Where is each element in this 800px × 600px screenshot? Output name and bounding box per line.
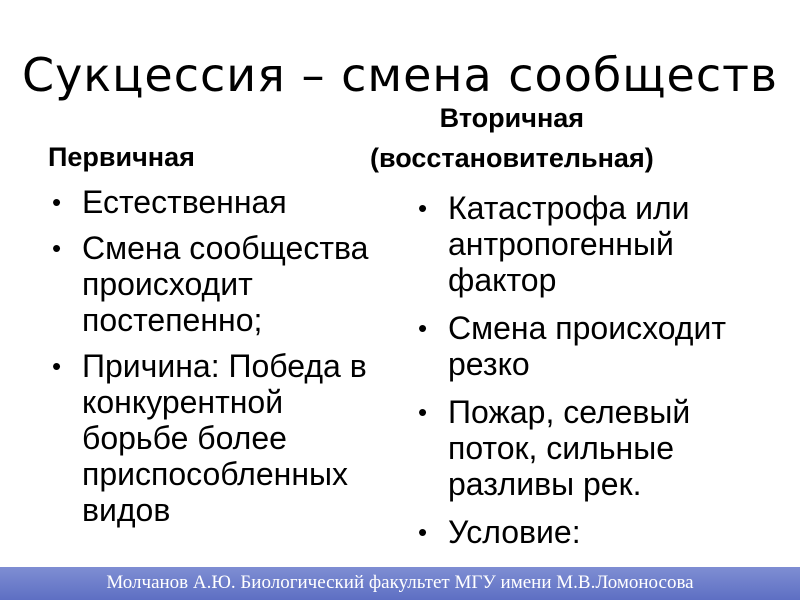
secondary-list <box>418 190 758 562</box>
bullet-icon: • <box>52 233 62 263</box>
footer-bar: Молчанов А.Ю. Биологический факультет МГУ имени М.В.Ломоносова <box>0 565 800 600</box>
secondary-heading-line2: (восстановительная) <box>370 143 654 173</box>
slide-title: Сукцессия – смена сообществ <box>21 48 779 102</box>
list-item <box>418 310 758 382</box>
primary-heading: Первичная <box>48 142 195 172</box>
list-item <box>52 230 382 338</box>
list-item-text: Катастрофа или антропогенный фактор <box>448 190 690 298</box>
list-item <box>418 514 758 550</box>
list-item <box>52 184 382 220</box>
list-item-text: Естественная <box>82 184 287 220</box>
bullet-icon: • <box>52 187 62 217</box>
list-item-text: Пожар, селевый поток, сильные разливы рек. <box>448 394 691 502</box>
primary-list <box>52 184 382 538</box>
bullet-icon: • <box>418 313 428 343</box>
list-item-text: Причина: Победа в конкурентной борьбе более приспособленных видов <box>82 348 367 528</box>
secondary-heading-line1: Вторичная <box>439 103 585 133</box>
list-item <box>418 190 758 298</box>
list-item <box>418 394 758 502</box>
list-item-text: Смена сообщества происходит постепенно; <box>82 230 369 338</box>
bullet-icon: • <box>52 351 62 381</box>
list-item-text: Смена происходит резко <box>448 310 726 382</box>
list-item-text: Условие: <box>448 514 581 550</box>
bullet-icon: • <box>418 193 428 223</box>
secondary-heading <box>370 98 654 178</box>
bullet-icon: • <box>418 397 428 427</box>
list-item <box>52 348 382 528</box>
bullet-icon: • <box>418 517 428 547</box>
